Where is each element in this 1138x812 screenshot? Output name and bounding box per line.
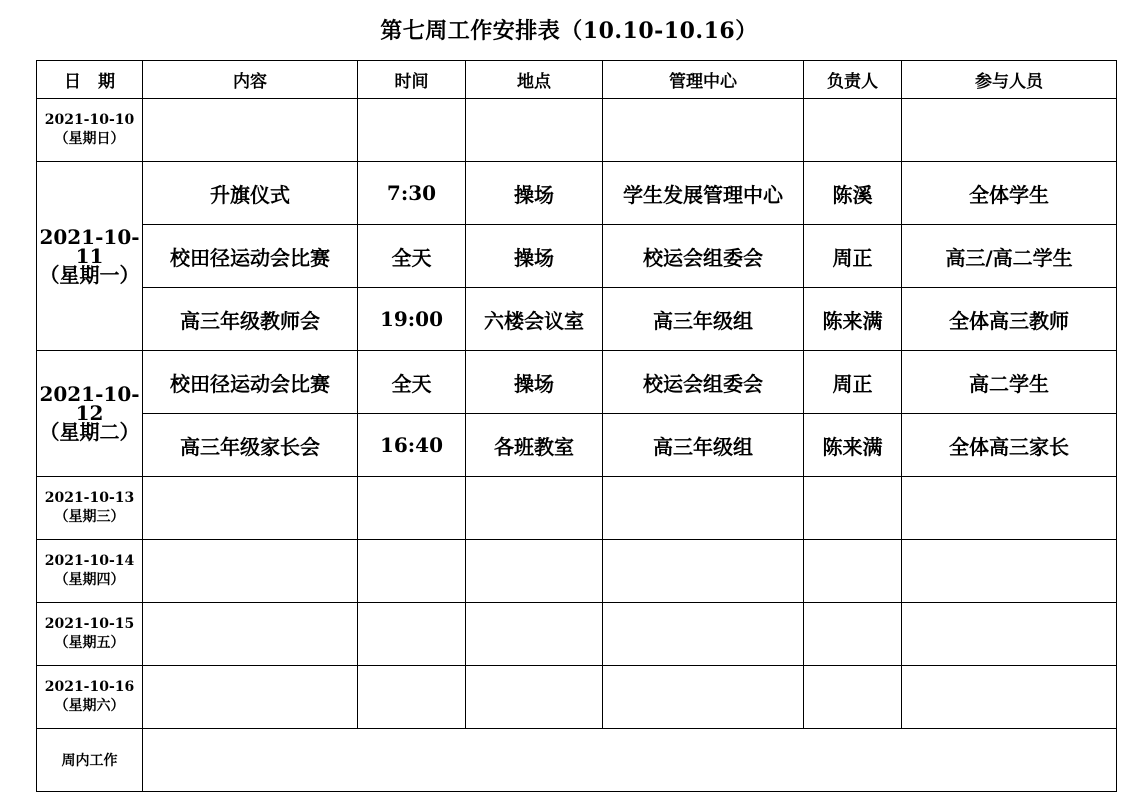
leader-cell bbox=[804, 603, 902, 666]
header-date: 日 期 bbox=[37, 61, 143, 99]
date-cell bbox=[37, 603, 143, 666]
leader-cell: 周正 bbox=[804, 225, 902, 288]
header-row bbox=[37, 61, 1117, 99]
leader-cell bbox=[804, 477, 902, 540]
table-row-wednesday bbox=[37, 477, 1117, 540]
table-row-monday-3 bbox=[37, 288, 1117, 351]
date-text: 2021-10-14 bbox=[44, 553, 135, 569]
date-cell bbox=[37, 540, 143, 603]
weekday-text: （星期五） bbox=[54, 635, 125, 651]
center-cell bbox=[603, 477, 804, 540]
header-place: 地点 bbox=[466, 61, 603, 99]
date-cell bbox=[37, 351, 143, 477]
content-cell: 高三年级教师会 bbox=[143, 288, 358, 351]
participants-cell: 高二学生 bbox=[902, 351, 1117, 414]
date-text: 2021-10-15 bbox=[44, 616, 135, 632]
center-cell: 学生发展管理中心 bbox=[603, 162, 804, 225]
place-cell: 操场 bbox=[466, 351, 603, 414]
center-cell: 校运会组委会 bbox=[603, 225, 804, 288]
content-cell: 高三年级家长会 bbox=[143, 414, 358, 477]
center-cell bbox=[603, 540, 804, 603]
table-row-tuesday-1 bbox=[37, 351, 1117, 414]
participants-cell bbox=[902, 540, 1117, 603]
place-cell bbox=[466, 477, 603, 540]
week-work-content bbox=[143, 729, 1117, 792]
leader-cell bbox=[804, 99, 902, 162]
place-cell: 各班教室 bbox=[466, 414, 603, 477]
center-cell bbox=[603, 603, 804, 666]
table-row-saturday bbox=[37, 666, 1117, 729]
table-row-monday-2 bbox=[37, 225, 1117, 288]
weekday-text: （星期日） bbox=[54, 131, 125, 147]
date-text: 2021-10-11 bbox=[39, 224, 140, 268]
table-row-thursday bbox=[37, 540, 1117, 603]
weekday-text: （星期一） bbox=[39, 262, 140, 287]
place-cell bbox=[466, 666, 603, 729]
date-cell bbox=[37, 99, 143, 162]
time-cell: 19:00 bbox=[358, 288, 466, 351]
center-cell: 高三年级组 bbox=[603, 288, 804, 351]
place-cell: 操场 bbox=[466, 225, 603, 288]
header-center: 管理中心 bbox=[603, 61, 804, 99]
leader-cell: 陈来满 bbox=[804, 288, 902, 351]
participants-cell: 全体高三家长 bbox=[902, 414, 1117, 477]
content-cell bbox=[143, 477, 358, 540]
header-time: 时间 bbox=[358, 61, 466, 99]
center-cell bbox=[603, 99, 804, 162]
participants-cell bbox=[902, 666, 1117, 729]
date-text: 2021-10-16 bbox=[44, 679, 135, 695]
weekday-text: （星期二） bbox=[39, 420, 140, 444]
content-cell: 校田径运动会比赛 bbox=[143, 351, 358, 414]
weekday-text: （星期三） bbox=[54, 509, 125, 525]
header-content: 内容 bbox=[143, 61, 358, 99]
center-cell: 高三年级组 bbox=[603, 414, 804, 477]
time-cell: 全天 bbox=[358, 351, 466, 414]
place-cell: 六楼会议室 bbox=[466, 288, 603, 351]
leader-cell: 陈来满 bbox=[804, 414, 902, 477]
table-row-tuesday-2 bbox=[37, 414, 1117, 477]
date-text: 2021-10-13 bbox=[44, 490, 135, 506]
content-cell bbox=[143, 603, 358, 666]
content-cell bbox=[143, 540, 358, 603]
content-cell bbox=[143, 666, 358, 729]
time-cell bbox=[358, 666, 466, 729]
place-cell bbox=[466, 540, 603, 603]
participants-cell bbox=[902, 99, 1117, 162]
date-text: 2021-10-10 bbox=[44, 112, 135, 128]
center-cell bbox=[603, 666, 804, 729]
time-cell bbox=[358, 99, 466, 162]
place-cell bbox=[466, 99, 603, 162]
schedule-table bbox=[36, 60, 1117, 792]
header-participants: 参与人员 bbox=[902, 61, 1117, 99]
time-cell: 16:40 bbox=[358, 414, 466, 477]
page-title: 第七周工作安排表（10.10-10.16） bbox=[380, 18, 758, 44]
participants-cell: 全体高三教师 bbox=[902, 288, 1117, 351]
date-cell bbox=[37, 162, 143, 351]
header-leader: 负责人 bbox=[804, 61, 902, 99]
weekday-text: （星期六） bbox=[54, 698, 125, 714]
content-cell: 校田径运动会比赛 bbox=[143, 225, 358, 288]
leader-cell: 周正 bbox=[804, 351, 902, 414]
time-cell bbox=[358, 603, 466, 666]
time-cell: 7:30 bbox=[358, 162, 466, 225]
place-cell: 操场 bbox=[466, 162, 603, 225]
content-cell: 升旗仪式 bbox=[143, 162, 358, 225]
table-row-monday-1 bbox=[37, 162, 1117, 225]
participants-cell: 高三/高二学生 bbox=[902, 225, 1117, 288]
time-cell bbox=[358, 477, 466, 540]
participants-cell bbox=[902, 603, 1117, 666]
center-cell: 校运会组委会 bbox=[603, 351, 804, 414]
participants-cell: 全体学生 bbox=[902, 162, 1117, 225]
table-row-friday bbox=[37, 603, 1117, 666]
leader-cell bbox=[804, 666, 902, 729]
leader-cell bbox=[804, 540, 902, 603]
weekday-text: （星期四） bbox=[54, 572, 125, 588]
time-cell bbox=[358, 540, 466, 603]
date-text: 2021-10-12 bbox=[39, 382, 140, 425]
date-cell bbox=[37, 666, 143, 729]
table-row-sunday bbox=[37, 99, 1117, 162]
place-cell bbox=[466, 603, 603, 666]
content-cell bbox=[143, 99, 358, 162]
time-cell: 全天 bbox=[358, 225, 466, 288]
leader-cell: 陈溪 bbox=[804, 162, 902, 225]
participants-cell bbox=[902, 477, 1117, 540]
date-cell bbox=[37, 477, 143, 540]
week-work-label: 周内工作 bbox=[37, 729, 143, 792]
table-row-week-work bbox=[37, 729, 1117, 792]
